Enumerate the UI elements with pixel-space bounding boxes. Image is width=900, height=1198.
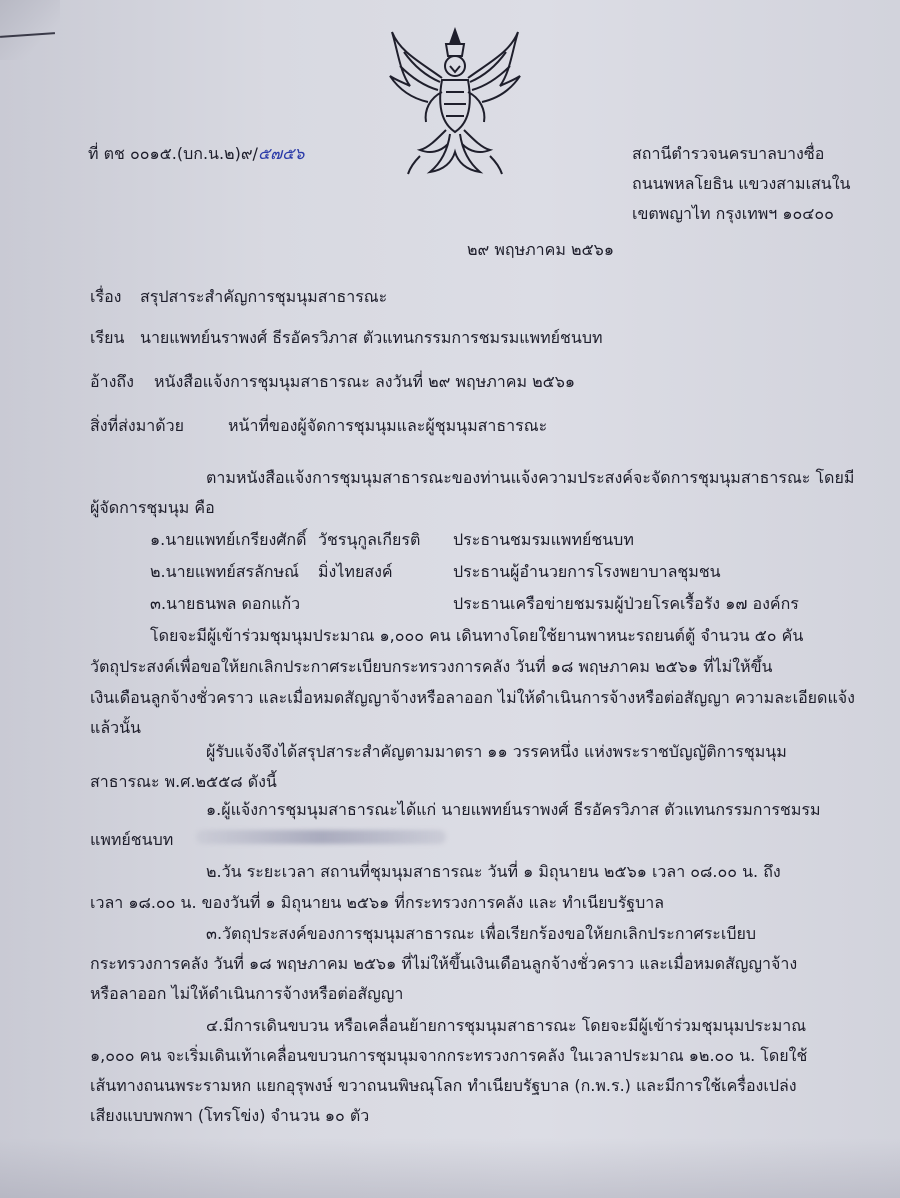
body-paragraph-line: วัตถุประสงค์เพื่อขอให้ยกเลิกประกาศระเบียบกระทรวงการคลัง วันที่ ๑๘ พฤษภาคม ๒๕๖๑ ที่ไม่ให้ขึ้น: [90, 657, 773, 676]
subject-text: สรุปสาระสำคัญการชุมนุมสาธารณะ: [140, 287, 388, 306]
to-text: นายแพทย์นราพงศ์ ธีรอัครวิภาส ตัวแทนกรรมการชมรมแพทย์ชนบท: [140, 328, 603, 347]
body-paragraph-line: ตามหนังสือแจ้งการชุมนุมสาธารณะของท่านแจ้งความประสงค์จะจัดการชุมนุมสาธารณะ โดยมี: [206, 468, 855, 487]
body-paragraph-line: ผู้จัดการชุมนุม คือ: [90, 498, 215, 517]
summary-item-line: เส้นทางถนนพระรามหก แยกอุรุพงษ์ ขวาถนนพิษณุโลก ทำเนียบรัฐบาล (ก.พ.ร.) และมีการใช้เครื่องเปล่ง: [90, 1076, 797, 1095]
page-fold-shadow: [0, 0, 60, 60]
reference-label: อ้างถึง: [90, 372, 134, 391]
reference-number: ที่ ตช ๐๐๑๕.(บก.น.๒)๙/๕๗๕๖: [88, 144, 305, 163]
organizer-name: ๑.นายแพทย์เกรียงศักดิ์: [150, 530, 307, 549]
enclosure-text: หน้าที่ของผู้จัดการชุมนุมและผู้ชุมนุมสาธารณะ: [228, 416, 548, 435]
summary-item-line: กระทรวงการคลัง วันที่ ๑๘ พฤษภาคม ๒๕๖๑ ที่ไม่ให้ขึ้นเงินเดือนลูกจ้างชั่วคราว และเมื่อหมดสัญญาจ้าง: [90, 954, 798, 973]
organizer-surname: วัชรนุกูลเกียรติ: [318, 530, 421, 549]
body-paragraph-line: สาธารณะ พ.ศ.๒๕๕๘ ดังนี้: [90, 772, 277, 791]
page-bottom-shadow: [0, 1138, 900, 1198]
summary-item-line: หรือลาออก ไม่ให้ดำเนินการจ้างหรือต่อสัญญา: [90, 984, 404, 1003]
office-address-line1: สถานีตำรวจนครบาลบางซื่อ: [632, 144, 825, 163]
organizer-role: ประธานผู้อำนวยการโรงพยาบาลชุมชน: [453, 562, 721, 581]
organizer-role: ประธานชมรมแพทย์ชนบท: [453, 530, 634, 549]
handwritten-reference: ๕๗๕๖: [257, 144, 305, 163]
body-paragraph-line: เงินเดือนลูกจ้างชั่วคราว และเมื่อหมดสัญญาจ้างหรือลาออก ไม่ให้ดำเนินการจ้างหรือต่อสัญญา ความละเอียดแจ้ง: [90, 688, 855, 707]
summary-item-line: ๑.ผู้แจ้งการชุมนุมสาธารณะได้แก่ นายแพทย์นราพงศ์ ธีรอัครวิภาส ตัวแทนกรรมการชมรม: [206, 800, 821, 819]
enclosure-label: สิ่งที่ส่งมาด้วย: [90, 416, 184, 435]
summary-item-line: ๒.วัน ระยะเวลา สถานที่ชุมนุมสาธารณะ วันที่ ๑ มิถุนายน ๒๕๖๑ เวลา ๐๘.๐๐ น. ถึง: [206, 862, 781, 881]
body-paragraph-line: ผู้รับแจ้งจึงได้สรุปสาระสำคัญตามมาตรา ๑๑ วรรคหนึ่ง แห่งพระราชบัญญัติการชุมนุม: [206, 742, 787, 761]
redacted-contact: [196, 830, 446, 844]
organizer-surname: มิ่งไทยสงค์: [318, 562, 393, 581]
summary-item-line: ๑,๐๐๐ คน จะเริ่มเดินเท้าเคลื่อนขบวนการชุมนุมจากกระทรวงการคลัง ในเวลาประมาณ ๑๒.๐๐ น. โดยใช้: [90, 1046, 808, 1065]
reference-text: หนังสือแจ้งการชุมนุมสาธารณะ ลงวันที่ ๒๙ พฤษภาคม ๒๕๖๑: [154, 372, 576, 391]
to-label: เรียน: [90, 328, 125, 347]
organizer-role: ประธานเครือข่ายชมรมผู้ป่วยโรคเรื้อรัง ๑๗ องค์กร: [453, 594, 799, 613]
summary-item-line: แพทย์ชนบท: [90, 830, 174, 849]
summary-item-line: ๓.วัตถุประสงค์ของการชุมนุมสาธารณะ เพื่อเรียกร้องขอให้ยกเลิกประกาศระเบียบ: [206, 924, 757, 943]
organizer-name: ๒.นายแพทย์สรลักษณ์: [150, 562, 299, 581]
office-address-line3: เขตพญาไท กรุงเทพฯ ๑๐๔๐๐: [632, 204, 834, 223]
office-address-line2: ถนนพหลโยธิน แขวงสามเสนใน: [632, 174, 851, 193]
summary-item-line: ๔.มีการเดินขบวน หรือเคลื่อนย้ายการชุมนุมสาธารณะ โดยจะมีผู้เข้าร่วมชุมนุมประมาณ: [206, 1016, 807, 1035]
subject-label: เรื่อง: [90, 287, 122, 306]
summary-item-line: เสียงแบบพกพา (โทรโข่ง) จำนวน ๑๐ ตัว: [90, 1106, 370, 1125]
summary-item-line: เวลา ๑๘.๐๐ น. ของวันที่ ๑ มิถุนายน ๒๕๖๑ ที่กระทรวงการคลัง และ ทำเนียบรัฐบาล: [90, 893, 665, 912]
garuda-emblem-icon: [380, 22, 530, 182]
organizer-name: ๓.นายธนพล ดอกแก้ว: [150, 594, 301, 613]
document-date: ๒๙ พฤษภาคม ๒๕๖๑: [467, 240, 614, 259]
body-paragraph-line: โดยจะมีผู้เข้าร่วมชุมนุมประมาณ ๑,๐๐๐ คน เดินทางโดยใช้ยานพาหนะรถยนต์ตู้ จำนวน ๕๐ คัน: [150, 626, 804, 645]
body-paragraph-line: แล้วนั้น: [90, 718, 141, 737]
